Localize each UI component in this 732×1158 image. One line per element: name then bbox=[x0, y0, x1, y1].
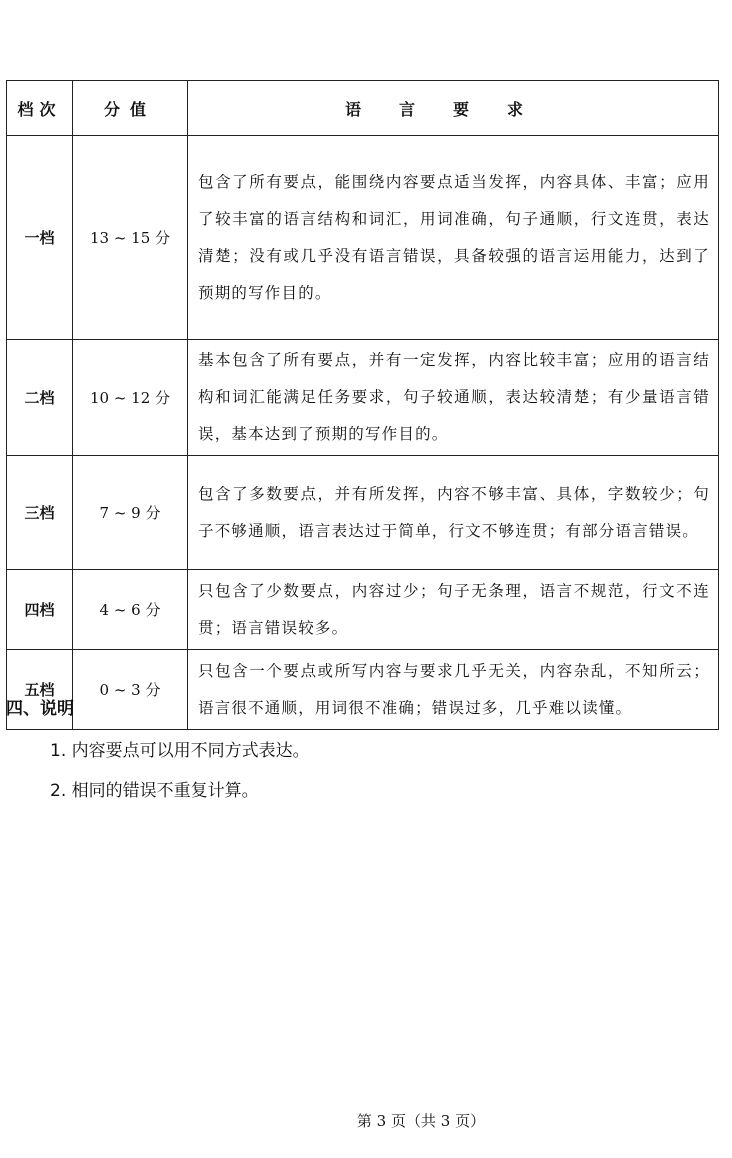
table-header-row bbox=[7, 81, 719, 136]
score-cell: 10 ~ 12 分 bbox=[73, 340, 188, 456]
requirements-cell: 只包含了少数要点，内容过少；句子无条理，语言不规范，行文不连贯；语言错误较多。 bbox=[188, 570, 719, 650]
level-cell: 二档 bbox=[7, 340, 73, 456]
table-row bbox=[7, 340, 719, 456]
note-item: 2. 相同的错误不重复计算。 bbox=[50, 781, 259, 801]
level-cell: 一档 bbox=[7, 136, 73, 340]
table-row bbox=[7, 456, 719, 570]
header-score: 分值 bbox=[73, 81, 188, 136]
header-requirements: 语言要求 bbox=[188, 81, 719, 136]
table-row bbox=[7, 136, 719, 340]
score-cell: 13 ~ 15 分 bbox=[73, 136, 188, 340]
score-cell: 7 ~ 9 分 bbox=[73, 456, 188, 570]
requirements-cell: 基本包含了所有要点，并有一定发挥，内容比较丰富；应用的语言结构和词汇能满足任务要求，句子较通顺，表达较清楚；有少量语言错误，基本达到了预期的写作目的。 bbox=[188, 340, 719, 456]
score-cell: 4 ~ 6 分 bbox=[73, 570, 188, 650]
table-row bbox=[7, 570, 719, 650]
page-number: 第 3 页（共 3 页） bbox=[356, 1112, 486, 1130]
requirements-cell: 包含了多数要点，并有所发挥，内容不够丰富、具体，字数较少；句子不够通顺，语言表达过于简单，行文不够连贯；有部分语言错误。 bbox=[188, 456, 719, 570]
page-footer bbox=[0, 1110, 732, 1131]
grading-table bbox=[6, 80, 719, 730]
notes-heading: 四、说明 bbox=[6, 699, 74, 719]
level-cell: 五档 bbox=[7, 650, 73, 730]
note-item: 1. 内容要点可以用不同方式表达。 bbox=[50, 741, 310, 761]
score-cell: 0 ~ 3 分 bbox=[73, 650, 188, 730]
table-row bbox=[7, 650, 719, 730]
level-cell: 四档 bbox=[7, 570, 73, 650]
requirements-cell: 只包含一个要点或所写内容与要求几乎无关，内容杂乱，不知所云；语言很不通顺，用词很不准确；错误过多，几乎难以读懂。 bbox=[188, 650, 719, 730]
requirements-cell: 包含了所有要点，能围绕内容要点适当发挥，内容具体、丰富；应用了较丰富的语言结构和词汇，用词准确，句子通顺，行文连贯，表达清楚；没有或几乎没有语言错误，具备较强的语言运用能力，达到了预期的写作目的。 bbox=[188, 136, 719, 340]
level-cell: 三档 bbox=[7, 456, 73, 570]
header-level: 档次 bbox=[7, 81, 73, 136]
